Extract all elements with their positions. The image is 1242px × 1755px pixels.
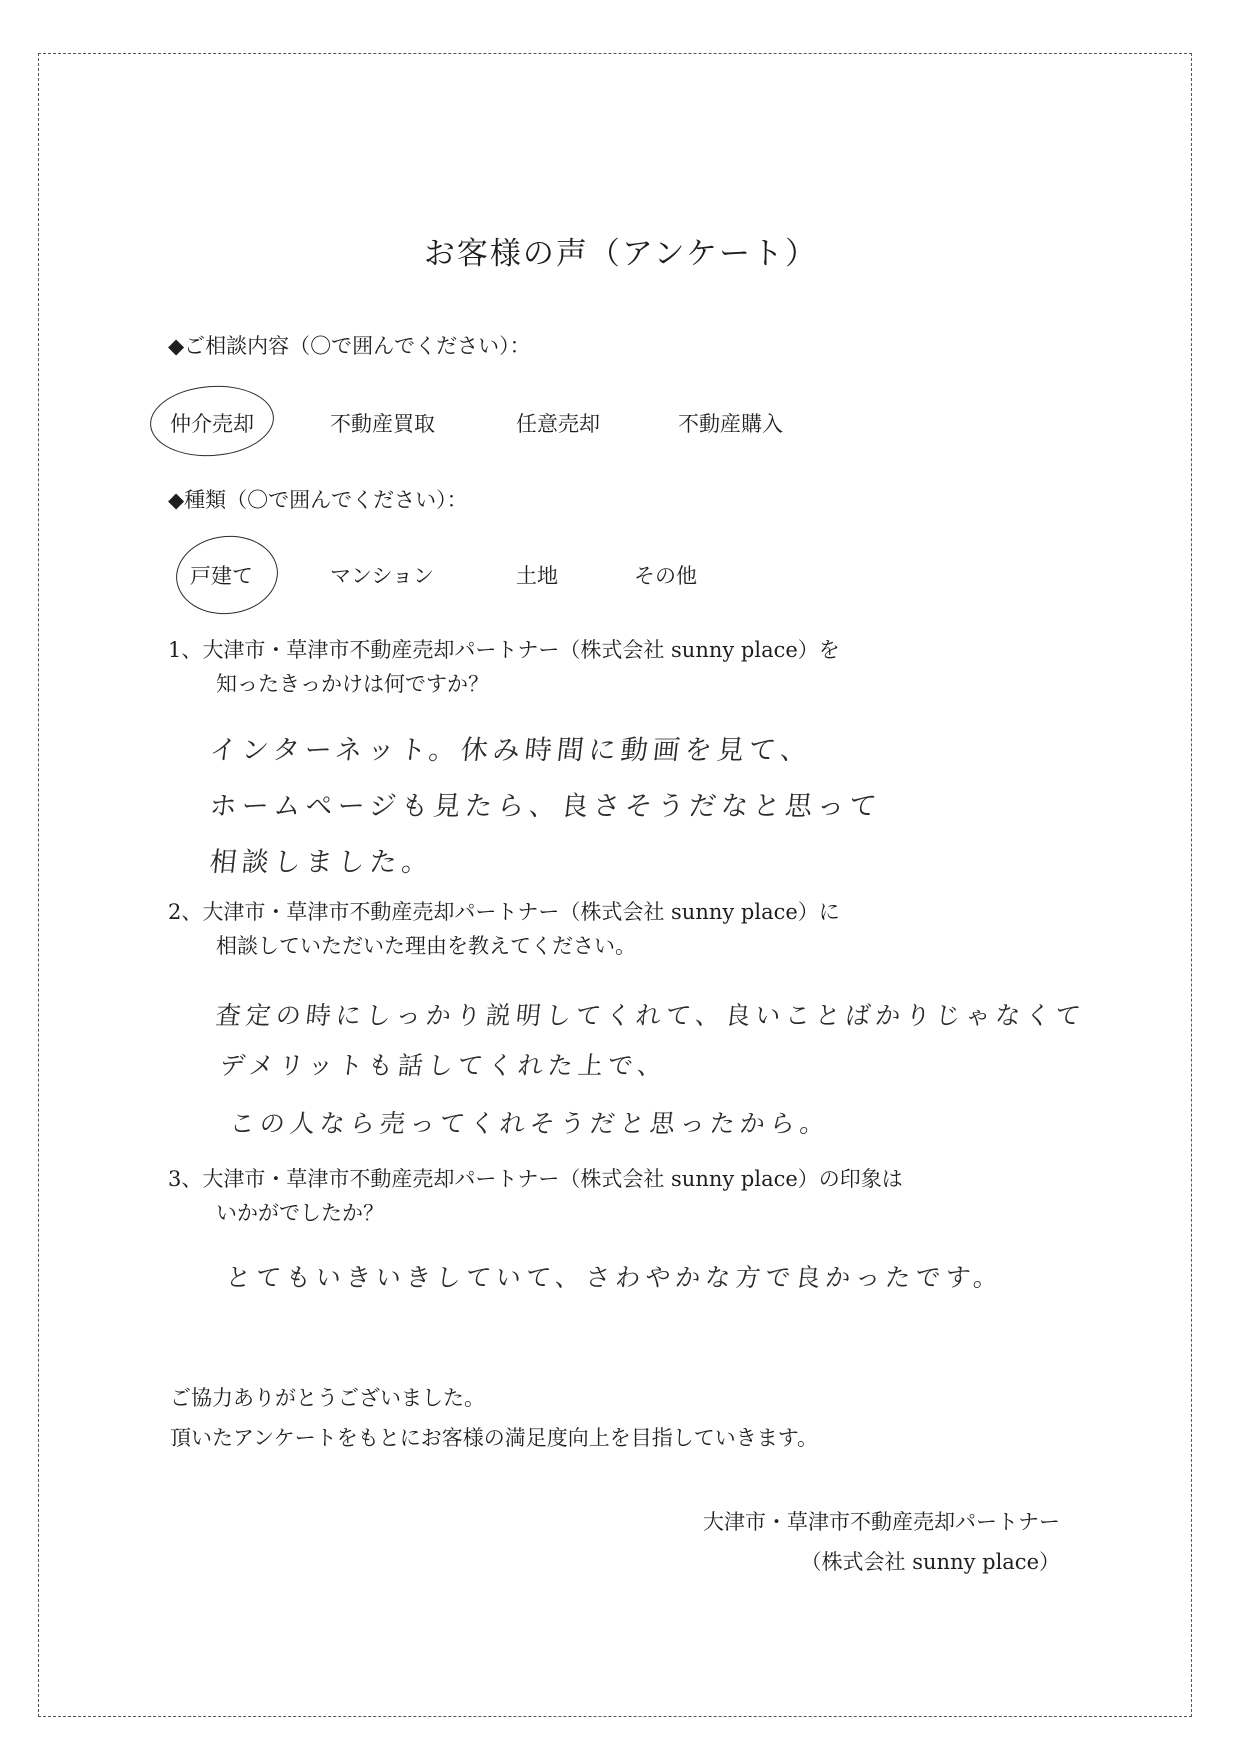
consultation-option-buyback: 不動産買取	[330, 412, 435, 436]
question-2-line1: 2、大津市・草津市不動産売却パートナー（株式会社 sunny place）に	[168, 900, 840, 924]
question-3-line1: 3、大津市・草津市不動産売却パートナー（株式会社 sunny place）の印象は	[168, 1167, 903, 1191]
answer-2-line2: デメリットも話してくれた上で、	[218, 1051, 669, 1080]
dashed-border-frame	[38, 53, 1192, 1717]
answer-2-line3: この人なら売ってくれそうだと思ったから。	[228, 1109, 832, 1138]
property-option-condominium: マンション	[330, 564, 435, 588]
question-2-line2: 相談していただいた理由を教えてください。	[216, 934, 636, 958]
property-option-land: 土地	[516, 564, 558, 588]
closing-message: 頂いたアンケートをもとにお客様の満足度向上を目指していきます。	[170, 1426, 819, 1450]
property-option-detached-house: 戸建て	[190, 564, 253, 588]
property-type-heading: ◆種類（〇で囲んでください）：	[168, 488, 468, 512]
consultation-option-purchase: 不動産購入	[678, 412, 783, 436]
consultation-heading: ◆ご相談内容（〇で囲んでください）：	[168, 334, 531, 358]
property-option-other: その他	[634, 564, 697, 588]
company-name: 大津市・草津市不動産売却パートナー	[703, 1510, 1060, 1534]
page-title: お客様の声（アンケート）	[423, 236, 819, 272]
answer-1-line2: ホームページも見たら、良さそうだなと思って	[208, 791, 883, 822]
consultation-option-voluntary-sale: 任意売却	[516, 412, 600, 436]
consultation-option-brokerage: 仲介売却	[170, 412, 254, 436]
question-1-line2: 知ったきっかけは何ですか？	[216, 672, 489, 696]
answer-2-line1: 査定の時にしっかり説明してくれて、良いことばかりじゃなくて	[214, 1001, 1087, 1030]
answer-1-line1: インターネット。休み時間に動画を見て、	[208, 735, 814, 766]
answer-3-line1: とてもいきいきしていて、さわやかな方で良かったです。	[224, 1263, 1005, 1292]
question-1-line1: 1、大津市・草津市不動産売却パートナー（株式会社 sunny place）を	[168, 638, 840, 662]
answer-1-line3: 相談しました。	[208, 847, 436, 878]
company-legal-name: （株式会社 sunny place）	[800, 1550, 1060, 1574]
question-3-line2: いかがでしたか？	[216, 1201, 384, 1225]
closing-thanks: ご協力ありがとうございました。	[170, 1386, 485, 1410]
